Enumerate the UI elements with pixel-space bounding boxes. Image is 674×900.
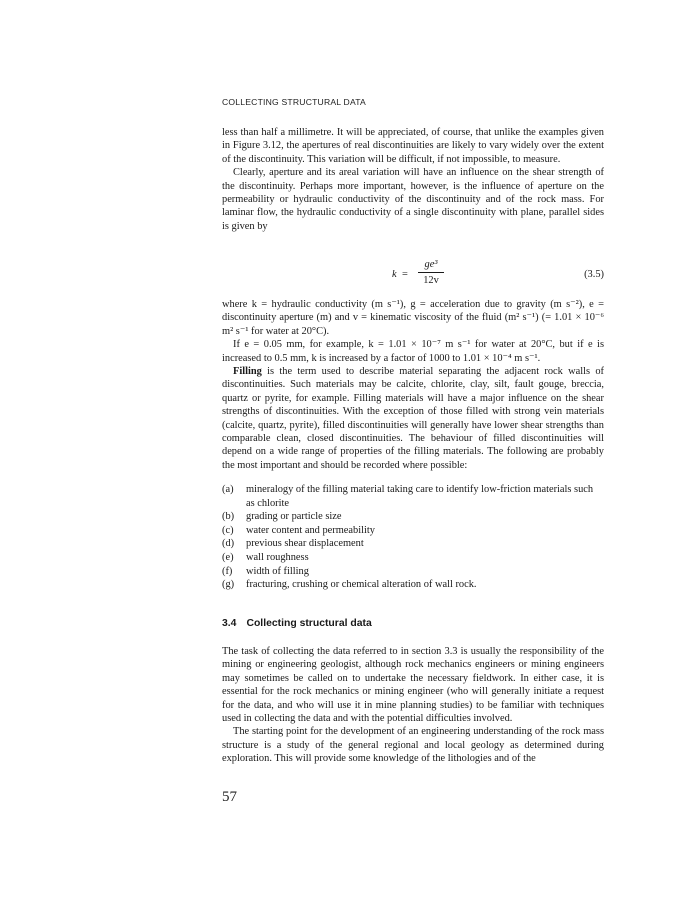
section-heading-text xyxy=(222,618,372,629)
paragraph-aperture-influence: Clearly, aperture and its areal variation will have an influence on the shear strength of the discontinuity. Perhaps more important, however, is the influence of aperture on the permeability or hydraulic conductivity of the discontinuity and of the rock mass. For laminar flow, the hydraulic conductivity of a single discontinuity with plane, parallel sides is given by xyxy=(222,167,604,232)
equation-denominator: 12v xyxy=(423,275,439,286)
equation-block xyxy=(222,258,604,290)
list-item-text: width of filling xyxy=(246,565,309,577)
body-block-1 xyxy=(222,126,604,233)
paragraph-filling-text: is the term used to describe material separating the adjacent rock walls of discontinuities. Such materials may be calcite, chlorite, clay, silt, fault gouge, breccia, quartz or pyrite, for example. Filling materials will have a major influence on the shear strengths of discontinuities. With the exception of those filled with strong vein materials (calcite, quartz, pyrite), filled discontinuities will generally have lower shear strengths than comparable clean, closed discontinuities. The behaviour of filled discontinuities will depend on a wide range of properties of the filling materials. The following are probably the most important and should be recorded where possible: xyxy=(222,366,604,471)
fraction-bar xyxy=(418,272,444,273)
paragraph-filling xyxy=(222,365,604,472)
list-item-text: grading or particle size xyxy=(246,511,342,523)
paragraph-collecting-task: The task of collecting the data referred to in section 3.3 is usually the responsibility of the mining or engineering geologist, although rock mechanics engineers or mining engineers may sometimes be called on to undertake the necessary fieldwork. In either case, it is essential for the rock mechanics or mining engineer (who will generally initiate a request for the data, and who will use it in mine planning studies) to be familiar with techniques used in collecting the data and with the potential difficulties involved. xyxy=(222,646,604,725)
term-filling: Filling xyxy=(233,366,262,378)
section-title: Collecting structural data xyxy=(246,618,372,629)
equation-3-5 xyxy=(222,258,604,290)
body-block-3 xyxy=(222,645,604,766)
equation-fraction xyxy=(418,258,444,287)
section-number: 3.4 xyxy=(222,618,237,629)
list-item-mark: (d) xyxy=(222,538,235,550)
page-number: 57 xyxy=(222,789,237,805)
filling-properties-list xyxy=(222,483,604,592)
list-item xyxy=(222,578,604,592)
list-item-mark: (g) xyxy=(222,579,235,591)
body-block-2 xyxy=(222,298,604,472)
running-head: COLLECTING STRUCTURAL DATA xyxy=(222,97,366,107)
list-item-text: mineralogy of the filling material taking care to identify low-friction materials such as chlorite xyxy=(246,484,594,509)
list-item-text: wall roughness xyxy=(246,551,309,563)
list-item xyxy=(222,510,604,524)
list-item-mark: (b) xyxy=(222,511,235,523)
list-item xyxy=(222,483,604,510)
list-item xyxy=(222,565,604,579)
list-item-mark: (e) xyxy=(222,551,234,563)
paragraph-aperture-intro: less than half a millimetre. It will be appreciated, of course, that unlike the examples given in Figure 3.12, the apertures of real discontinuities are likely to vary widely over the extent of the discontinuity. This variation will be difficult, if not impossible, to measure. xyxy=(222,127,604,165)
paragraph-example-values: If e = 0.05 mm, for example, k = 1.01 × 10⁻⁷ m s⁻¹ for water at 20°C, but if e is increased to 0.5 mm, k is increased by a factor of 1000 to 1.01 × 10⁻⁴ m s⁻¹. xyxy=(222,339,604,364)
list-item-mark: (c) xyxy=(222,524,234,536)
paragraph-where-definitions: where k = hydraulic conductivity (m s⁻¹), g = acceleration due to gravity (m s⁻²), e = discontinuity aperture (m) and v = kinematic viscosity of the fluid (m² s⁻¹) (= 1.01 × 10⁻⁶ m² s⁻¹ for water at 20°C). xyxy=(222,299,604,337)
equation-equals: = xyxy=(402,269,408,280)
list-item-mark: (a) xyxy=(222,484,234,495)
equation-lhs: k xyxy=(392,269,397,280)
equation-number: (3.5) xyxy=(584,269,604,280)
list-item-text: water content and permeability xyxy=(246,524,375,536)
list-item-mark: (f) xyxy=(222,565,233,577)
list-item-text: previous shear displacement xyxy=(246,538,364,550)
section-heading xyxy=(222,618,604,632)
list-item-text: fracturing, crushing or chemical alteration of wall rock. xyxy=(246,579,477,591)
list-item xyxy=(222,551,604,565)
list-item xyxy=(222,524,604,538)
list-item xyxy=(222,537,604,551)
paragraph-starting-point: The starting point for the development of an engineering understanding of the rock mass structure is a study of the general regional and local geology as determined during exploration. This will provide some knowledge of the lithologies and of the xyxy=(222,726,604,765)
equation-numerator: ge³ xyxy=(424,259,438,270)
